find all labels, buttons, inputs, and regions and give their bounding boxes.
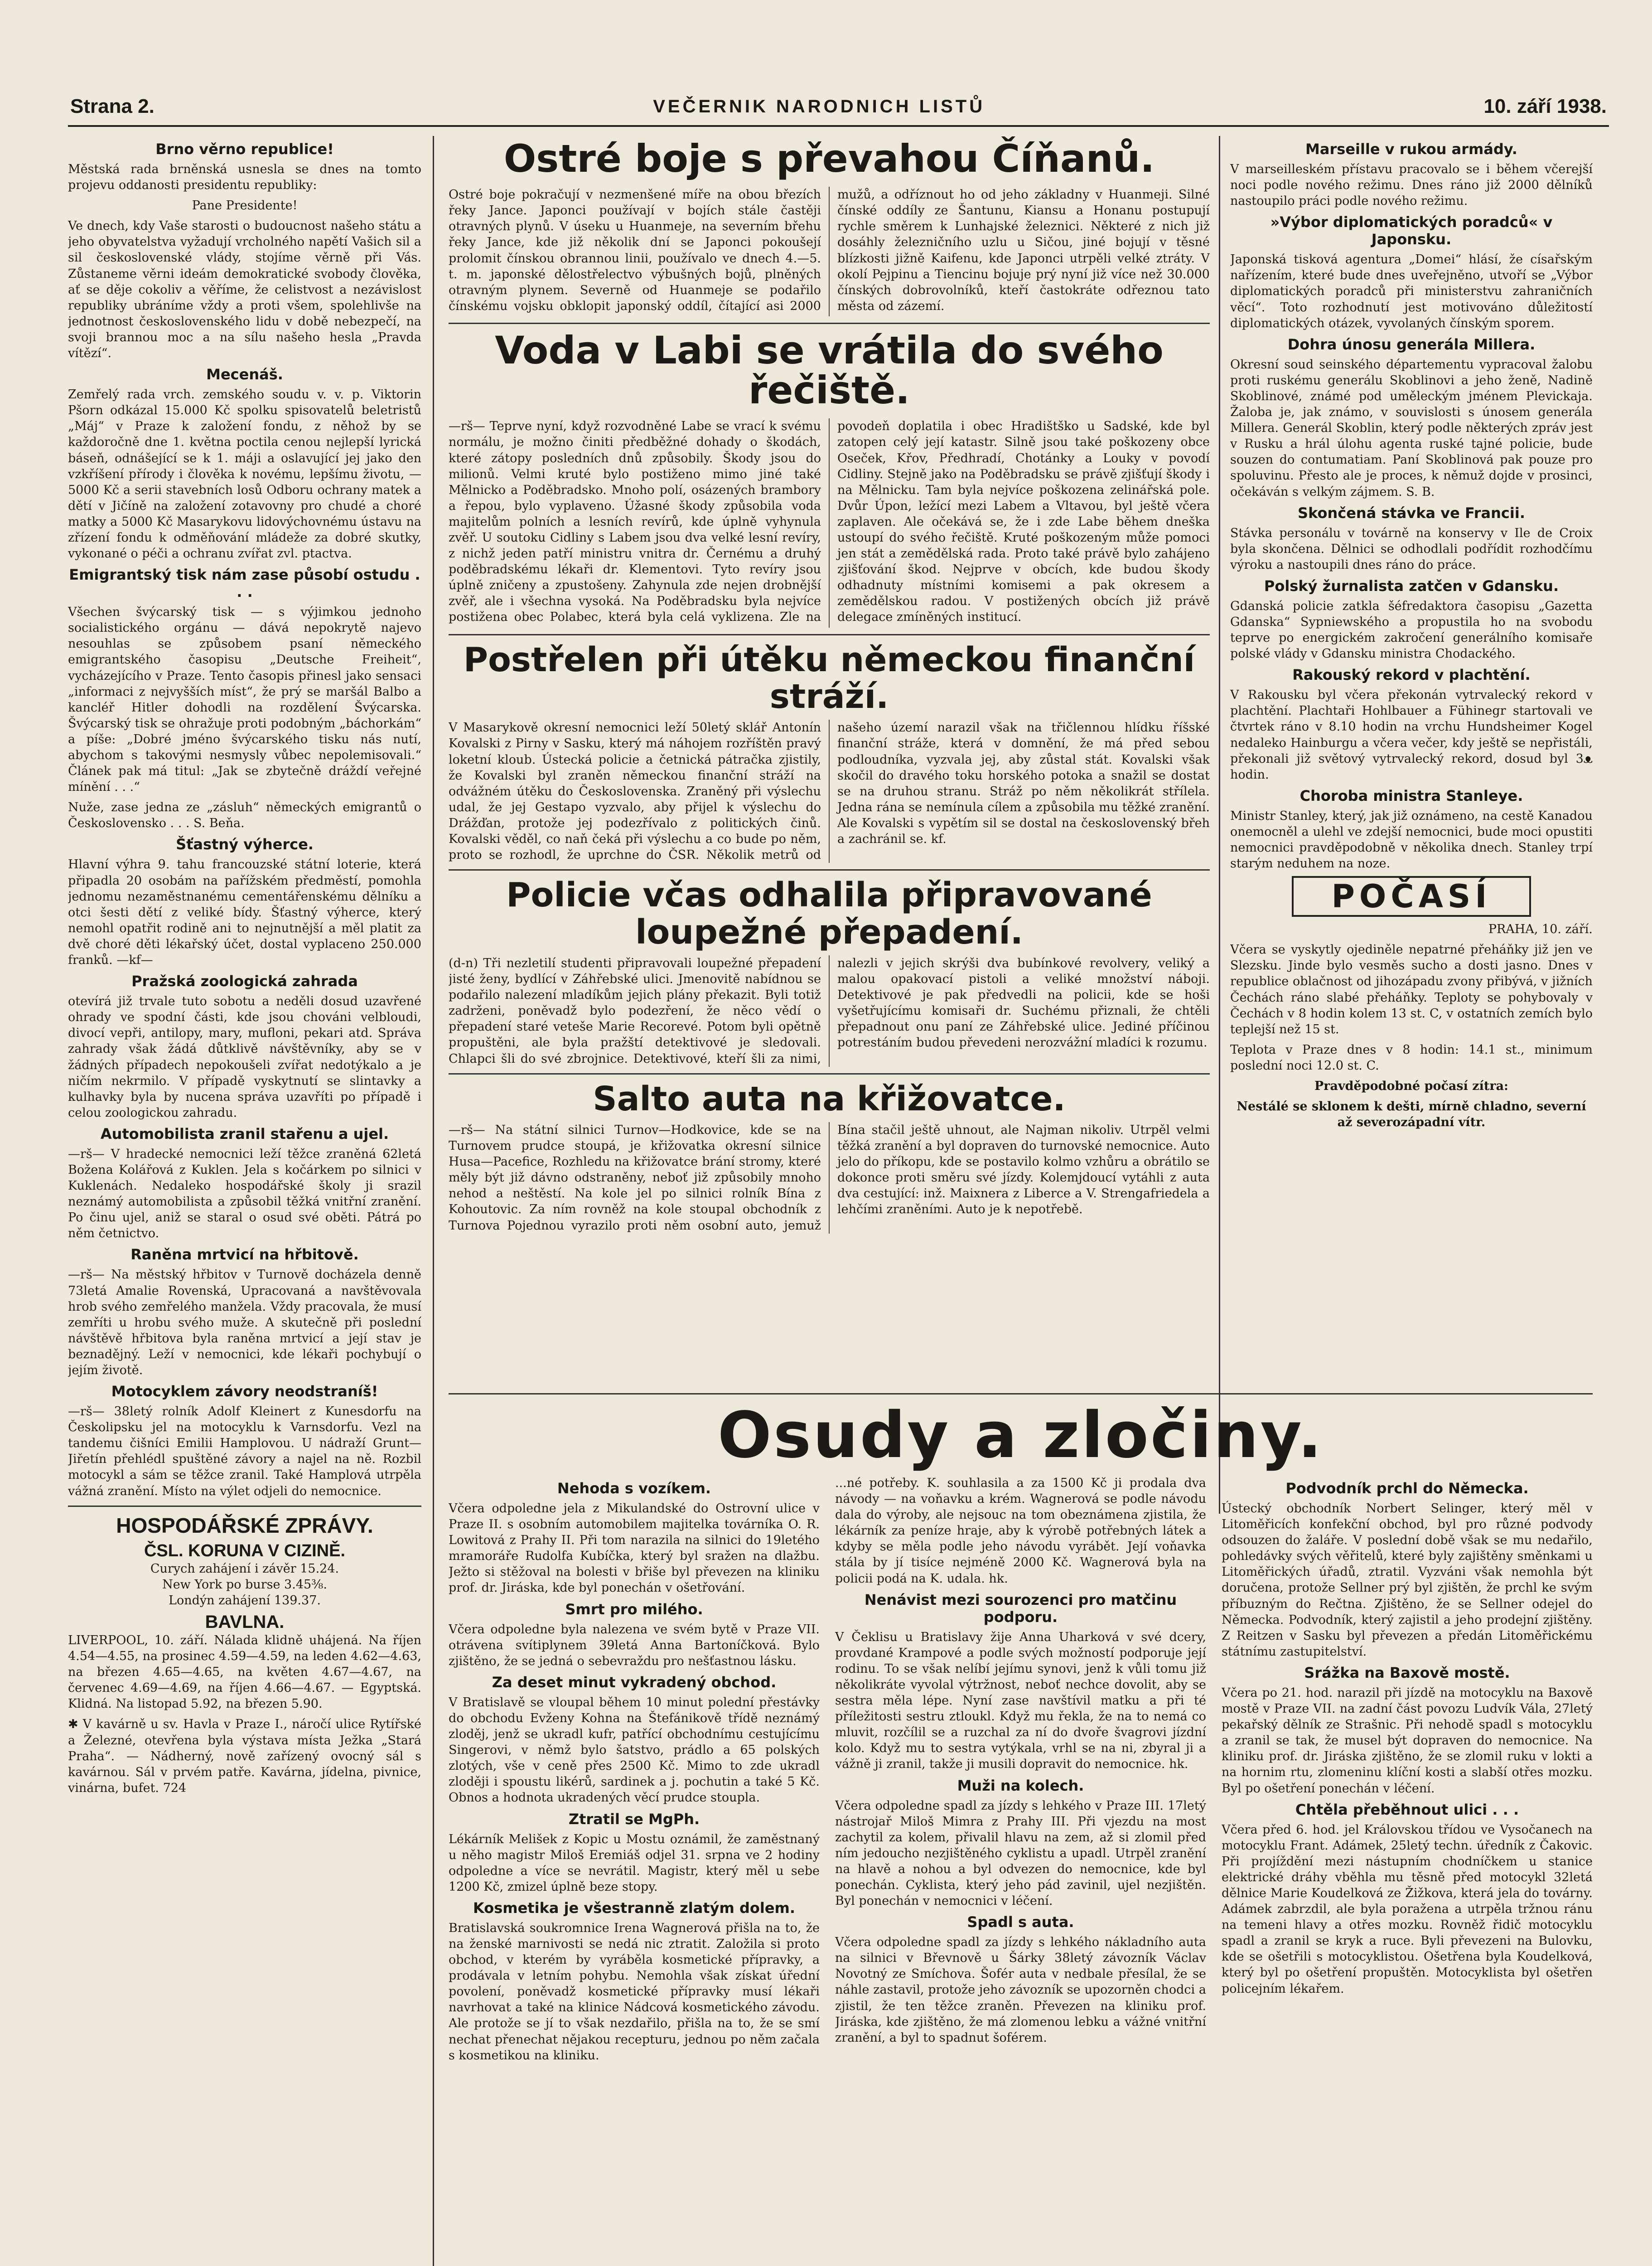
headline: Policie včas odhalila připravované loupežné přepadení. [506,876,1152,952]
article-lead: Městská rada brněnská usnesla se dnes na tomto projevu oddanosti presidentu republiky: [68,162,421,193]
article-title: Spadl s auta. [967,1913,1074,1931]
article-body: —rš— Na státní silnici Turnov—Hodkovice, kde se na Turnovem prudce stoupá, je křižovatka okresní silnice Husa—Pacefice, Rozhledu na křižovatce brání stromy, které měly být již dávno odstraněny, neboť již způsobily mnoho nehod a neštěstí. Na kole jel po silnici rolník Bína z Kohoutovic. Za ním rovněž na kole stoupal obchodník z Turnova Pojednou vyrazilo proti něm osobní auto, jemuž Bína stačil ještě uhnout, ale Najman nikoliv. Utrpěl velmi těžká zranění a byl dopraven do turnovské nemocnice. Auto jelo do příkopu, kde se postavilo kolmo vzhůru a obrátilo se dokonce proti směru své jízdy. Kolemjdoucí vytáhli z auta dva cestující: inž. Maixnera z Liberce a V. Strengafriedela a lehčími zraněními. Auto je k nepotřebě. [449,1123,1210,1233]
article-title: Nehoda s vozíkem. [557,1480,711,1497]
article-body: Ústecký obchodník Norbert Selinger, který měl v Litoměřicích konfekční obchod, byl pro různé podvody odsouzen do žaláře. V poslední době však se mu nedařilo, pohledávky svých věřitelů, které byly zajištěny směnkami u Litoměřických úřadů, ztratil. Vyzváni však nemohla být doručena, protože Sellner prý byl zjištěn, že prchl ke svým příbuzným do Rečtna. Zjištěno, že se Sellner odejel do Německa. Podvodník, který zajistil a jeho prodejní zjištěny. Z Reitzen v Sasku byl převezen a předán Litoměřickému státnímu zastupitelství. [1222,1501,1593,1659]
section-divider [449,1073,1210,1075]
article-body: Japonská tisková agentura „Domei“ hlásí, že císařským nařízením, které bude dnes uveřejněno, utvoří se „Výbor diplomatických poradců při ministerstvu zahraničních věcí“. Toto rozhodnutí jest motivováno důležitostí diplomatických otázek, vyvolaných čínským sporem. [1230,252,1593,330]
article-body: Ministr Stanley, který, jak již oznámeno, na cestě Kanadou onemocněl a ulehl ve zdejší nemocnici, bude moci opustiti nemocnici pravděpodobně v několika dnech. Stanley trpí starým neduhem na noze. [1230,809,1593,871]
column-rule-left [433,136,434,2266]
article-body: Včera před 6. hod. jel Královskou třídou ve Vysočanech na motocyklu Frant. Adámek, 25letý techn. úředník z Čakovic. Při projíždění mezi nástupním chodníčkem u stanice elektrické dráhy vběhla mu těsně před motocykl 32letá dělnice Marie Koudelková ze Žižkova, která jela do továrny. Adámek zabrzdil, ale byla poražena a utrpěla tržnou ránu na temeni hlavy a otřes mozku. Rovněž řidič motocyklu spadl a zranil se kryk a ruce. Byli převezeni na Bulovku, kde se ošetřili s motocyklistou. Ošetřena byla Koudelková, který byl po ošetření propuštěn. Motocyklista byl ošetřen policejním lékařem. [1222,1822,1593,1996]
article-title: Srážka na Baxově mostě. [1304,1664,1510,1681]
article-body [68,857,421,968]
weather-report: Včera se vyskytly ojediněle nepatrné přeháňky již jen ve Slezsku. Jinde bylo vesměs sucho a dosti jasno. Dnes v republice oblačnost od jihozápadu zvony přibývá, v jižních Čechách ráno slabé přeháňky. Teploty se pohybovaly v Čechách v 8 hodin kolem 13 st. C, v ostatních zemích bylo teplejší než 15 st. [1230,943,1593,1036]
article-title: Kosmetika je všestranně zlatým dolem. [473,1899,796,1917]
article-body [68,799,421,831]
article-text: Okresní soud seinského départementu vypracoval žalobu proti ruskému generálu Skoblinovi a jeho ženě, Nadině Skoblinové, známé pod uměleckým jménem Plevickaja. Žaloba je, jak známo, v souvislosti s únosem generála Millera. Generál Skoblin, který podle některých zpráv jest v Rusku a hrál úlohu agenta ruské tajné policie, bude souzen do contumatiam. Paní Skoblinová pak pouze pro spoluvinu. Přesto ale je proces, k němuž dojde v prosinci, očekáván s velkým zájmem. [1230,357,1593,499]
article-title: Pražská zoologická zahrada [131,973,358,990]
article-text: Hlavní výhra 9. tahu francouzské státní loterie, která připadla 20 osobám na pařížském předměstí, pomohla jednomu nezaměstnanému cementářenskému dělníku a otci šesti dětí z veliké bídy. Šťastný výherce, který nemohl opatřit rodině ani to nejnutnější a měl platit za dvě choré děti lékařský účet, dostal vyplaceno 250.000 franků. [68,857,421,968]
section-divider [449,634,1210,635]
article-body: Stávka personálu v továrně na konservy v Ile de Croix byla skončena. Dělnici se odhodlali podřídit rozhodčímu výroku a nastoupili dnes ráno do práce. [1230,526,1593,572]
article-body: (d-n) Tři nezletilí studenti připravovali loupežné přepadení jisté ženy, bydlící v Záhřebské ulici. Jmenovitě nabídnou se podařilo nalezení mladíkům jejich plány překazit. Byli totiž zadrženi, poněvadž bylo podezření, že něco vědí o přepadení staré veteše Marie Recorevé. Potom byli opětně propuštěni, ale byla pražští detektivové je sledovali. Chlapci šli do své zbrojnice. Detektivové, kteří šli za nimi, nalezli v jejich skrýši dva bubínkové revolvery, veliký a malou opakovací pistoli a veliké množství náboji. Detektivové je pak předvedli na policii, kde se hoši vyšetřujícímu komisaři dr. Suchému přiznali, že chtěli přepadnout onu paní ze Záhřebské ulice. Jediné příčinou potrestáním budou převedeni nerozvážní mladíci k rozumu. [449,956,1210,1066]
author-sign: S. Beňa. [193,816,245,831]
advert-text: ✱ V kavárně u sv. Havla v Praze I., náročí ulice Rytířské a Železné, otevřena byla výstava místa Ježka „Stará Praha“. — Nádherný, nově zařízený ovocný sál s kavárnou. Sál v prvém patře. Kavárna, jídelna, pivnice, vinárna, bufet. [68,1717,421,1795]
article-title: Podvodník prchl do Německa. [1285,1480,1529,1497]
headline: Voda v Labi se vrátila do svého řečiště. [495,328,1164,413]
article-body: Všechen švýcarský tisk — s výjimkou jednoho socialistického orgánu — dává nepokrytě najevo nesouhlas se způsobem psaní německého emigrantského časopisu „Deutsche Freiheit“, vycházejícího v Praze. Tento časopis přinesl jako sensaci „informaci z nejvyšších míst“, že prý se maršál Balbo a kancléř Hitler dohodli na rozdělení Švýcarska. Švýcarský tisk se ohražuje proti podobným „báchorkám“ a píše: „Dobré jméno švýcarského tisku nás nutí, abychom s takovými nesmysly vůbec nepolemisovali.“ Článek pak má titul: „Jak se zbytečně dráždí veřejné mínění . . .“ [68,605,421,794]
masthead: VEČERNIK NARODNICH LISTŮ [653,96,985,116]
crime-column-2 [835,1475,1206,2068]
weather-title: POČASÍ [1292,876,1531,917]
article-body: —rš— 38letý rolník Adolf Kleinert z Kunesdorfu na Českolipsku jel na motocyklu k Varnsdorfu. Vezl na tandemu čišníci Emilii Hamplovou. U nádraží Grunt—Jiřetín přehlédl spuštěné závory a najel na ně. Rozbil motocykl a sám se těžce zranil. Také Hamplová utrpěla vážná zranění. Místo na výlet odjeli do nemocnice. [68,1404,421,1498]
article-text: ...né potřeby. K. souhlasila a za 1500 Kč ji prodala dva návody — na voňavku a krém. Wagnerová se podle návodu dala do výroby, ale nejsouc na tom obeznámena zjistila, že lékárník za peníze hraje, aby k výrobě potřebných látek a kdyby se měla podle jeho návodu vyrábět. Její voňavka stála by jí tisíce nejméně 2000 Kč. Wagnerová byla na policii podá na K. udala. [835,1476,1206,1586]
article-title: Šťastný výherce. [176,836,314,853]
section-headline: Osudy a zločiny. [717,1399,1324,1472]
article-title: Nenávist mezi sourozenci pro matčinu podporu. [864,1591,1177,1626]
column-rule-right [1219,136,1220,1514]
article-title: Dohra únosu generála Millera. [1287,335,1536,353]
article-body [1230,357,1593,500]
article-body: Ostré boje pokračují v nezmenšené míře na obou březích řeky Jance. Japonci používají v bojích stále častěji otravných plynů. V úseku u Huanmeje, na severním břehu řeky Jance, kde již několik dní se Japonci pokoušejí prolomit čínskou obrannou linii, používalo ve dnech 4.—5. t. m. japonské dělostřelectvo výbušných bojů, plněných otravným plynem. Severně od Huanmeje se podařilo čínskému vojsku obklopit japonský oddíl, čítající asi 2000 mužů, a odříznout ho od jeho základny v Huanmeji. Silné čínské oddíly ze Šantunu, Kiansu a Honanu postupují rychle směrem k Lunhajské železnici. Některé z nich již dosáhly železničního uzlu u Sičou, jiné bojují v těsné blízkosti jižně Kaifenu, kde Japonci utrpěli velké ztráty. V okolí Pejpinu a Tiencinu bojuje prý nyní již více než 30.000 čínských dobrovolníků, kteří častokráte odřeznou tato města od zázemí. [449,188,1210,313]
article-title: Polský žurnalista zatčen v Gdansku. [1264,577,1559,595]
article-title: Rakouský rekord v plachtění. [1292,666,1531,684]
article-title: Skončená stávka ve Francii. [1298,504,1525,522]
section-divider [449,869,1210,871]
weather-place: PRAHA, 10. září. [1488,922,1593,937]
author-sign: hk. [989,1571,1008,1586]
article-body: Ve dnech, kdy Vaše starosti o budoucnost našeho státu a jeho obyvatelstva vyžadují vrcholného napětí Vašich sil a sil československé vlády, stojíme věrně při Vás. Zůstaneme věrni ideám demokratické svobody člověka, ať se děje cokoliv a věříme, že celistvost a nezávislost republiky ubráníme vždy a proti všem, spolehlivše na jednotnost československého lidu v době nebezpečí, na svoji brannou moc a na sílu našeho hesla „Pravda vítězí“. [68,219,421,361]
article-body: Gdanská policie zatkla šéfredaktora časopisu „Gazetta Gdanska“ Sypniewského a propustila ho na svobodu teprve po energickém zakročení generálního komisaře polské vlády v Gdansku ministra Chodackého. [1230,599,1593,661]
headline: Postřelen při útěku německou finanční stráží. [463,640,1195,716]
market-report: LIVERPOOL, 10. září. Nálada klidně uhájená. Na říjen 4.54—4.55, na prosinec 4.59—4.59, na leden 4.62—4.63, na březen 4.65—4.65, na květen 4.67—4.67, na červenec 4.69—4.69, na říjen 4.66—4.67. — Egyptská. Klidná. Na listopad 5.92, na březen 5.90. [68,1633,421,1711]
article-body [835,1629,1206,1772]
page-number: Strana 2. [70,95,155,117]
header-rule [68,125,1609,127]
article-title: Marseille v rukou armády. [1305,140,1517,158]
forecast-title: Pravděpodobné počasí zítra: [1314,1079,1509,1094]
crime-section [449,1387,1593,2266]
forecast-text: Nestálé se sklonem k dešti, mírně chladno, severní až severozápadní vítr. [1237,1099,1586,1130]
article-title: Muži na kolech. [957,1777,1084,1794]
headline: Ostré boje s převahou Číňanů. [503,136,1155,181]
weather-temps: Teplota v Praze dnes v 8 hodin: 14.1 st., minimum poslední noci 12.0 st. C. [1230,1042,1593,1073]
article-body: otevírá již trvale tuto sobotu a neděli dosud uzavřené ohrady ve spodní části, kde jsou chováni velbloudi, divocí vepři, antilopy, mary, mufloni, pekari atd. Správa zahrady však žádá důtklivě návštěvníky, aby se v žádných případech nepokoušeli zvířat nedotýkalo a je ničím nekrmilo. V případě vyskytnutí se slintavky a kulhavky byla by nucena správa uzavříti po případě i celou zoologickou zahradu. [68,994,421,1120]
author-sign: —kf— [116,953,153,968]
article-body: V Rakousku byl včera překonán vytrvalecký rekord v plachtění. Plachtaři Hohlbauer a Fühinegr startovali ve čtvrtek ráno v 8.10 hodin na vrchu Hundsheimer Kogel nedaleko Hainburgu a včera večer, kdy ještě se nepřistáli, překonali již světový vytrvalecký rekord, dosud byl 3ᴥ hodin. [1230,688,1593,782]
article-title: Choroba ministra Stanleye. [1299,787,1523,804]
page-header [70,93,1607,120]
advert [68,1716,421,1796]
article-body: Bratislavská soukromnice Irena Wagnerová přišla na to, že na ženské marnivosti se nedá nic ztratit. Založila si proto obchod, v kterém by vyráběla kosmetické přípravky, a prodávala v letním pohybu. Nemohla však získat úřední povolení, poněvadž kosmetické přípravky musí lékaři navrhovat a také na klinice Nádcová kosmetického závodu. Ale protože se jí to však nezdařilo, přišla na to, že se smí nechat přenechat nějakou recepturu, jednou po něm začala s kosmetikou na kliniku. [449,1921,820,2063]
issue-date: 10. září 1938. [1483,95,1607,117]
article-body: Včera po 21. hod. narazil při jízdě na motocyklu na Baxově mostě v Praze VII. na zadní část povozu Ludvík Vála, 27letý pekařský dělník ze Strašnic. Při nehodě spadl s motocyklu a zranil se tak, že musel být dopraven do nemocnice. Na kliniku prof. dr. Jiráska zjištěno, že se zlomil ruku v lokti a na hornim rtu, zlomeninu klíční kosti a slabší otřes mozku. Byl po ošetření ponechán v léčení. [1222,1685,1593,1796]
advert-code: 724 [163,1781,187,1795]
article-body: V marseilleském přístavu pracovalo se i během včerejší noci podle nového režimu. Dnes ráno již 2000 dělníků nastoupilo práci podle nového režimu. [1230,162,1593,208]
author-sign: hk. [1169,1757,1188,1772]
right-column [1230,136,1593,1369]
rate-line: Londýn zahájení 139.37. [169,1593,321,1608]
article-title: Raněna mrtvicí na hřbitově. [130,1246,359,1264]
article-title: Brno věrno republice! [155,140,334,158]
crime-column-1 [449,1475,820,2068]
article-body: Včera odpoledne spadl za jízdy s lehkého nákladního auta na silnici v Břevnově u Šárky 38letý závozník Václav Novotný ze Smíchova. Šofér auta v nedbale přesílal, že se náhle zastavil, protože jeho závozník se upozorněn chodci a zjistil, že ten těžce zraněn. Převezen na kliniku prof. Jiráska, kde zjištěno, že má zlomenou lebku a vážné vnitřní zranění, a byl to spadnut šoférem. [835,1935,1206,2045]
article-title: Mecenáš. [206,366,283,383]
article-body: Zemřelý rada vrch. zemského soudu v. v. p. Viktorin Pšorn odkázal 15.000 Kč spolku spisovatelů beletristů „Máj“ v Praze k založení fondu, z něhož by se každoročně dne 1. května poctila cenou nejlepší lyrická báseň, odnášející se k 1. máji a oslavující jej jako den vzkříšení přírody i člověka k novému, lepšímu životu, — 5000 Kč a serii stavebních losů Odboru ochrany matek a dětí v Jičíně na založení zotavovny pro chudé a choré matky a 5000 Kč Masarykovu lidovýchovnému ústavu na zřízení fondu k odměňování mládeže za dobré skutky, vykonané o péči a ochranu zvířat zvl. ptactva. [68,387,421,561]
section-divider [449,323,1210,324]
article-title: Ztratil se MgPh. [568,1810,700,1828]
article-body: —rš— V hradecké nemocnici leží těžce zraněná 62letá Božena Kolářová z Kuklen. Jela s kočárkem po silnici v Kuklenách. Nedaleko hospodářské školy ji srazil neznámý automobilista a způsobil těžká vnitřní zranění. Po činu ujel, aniž se staral o osud své oběti. Pátrá po něm četnictvo. [68,1147,421,1241]
article-body: —rš— Teprve nyní, když rozvodněné Labe se vrací k svému normálu, je možno činiti předběžné dohady o škodách, které zátopy posledních dnů způsobily. Škody jsou do milionů. Velmi kruté bylo postiženo mimo jiné také Mělnicko a Poděbradsko. Mnoho polí, osázených brambory a řepou, bylo vyplaveno. Úžasné škody způsobila voda majitelům polních a lesních revírů, kde úplně vyhynula zvěř. U soutoku Cidliny s Labem jsou dva velké lesní revíry, z nichž jeden patří ministru vnitra dr. Černému a druhý poděbradskému lékaři dr. Klementovi. Tyto revíry jsou úplně zničeny a zpustošeny. Zahynula zde nejen drobnější zvěř, ale i všechna vysoká. Na Poděbradsku byla nejvíce postižena obec Polabec, která byla celá vyklizena. Zle na povodeň doplatila i obec Hradištško u Sadské, kde byl zatopen celý její katastr. Silně jsou také poškozeny obce Oseček, Křov, Předhradí, Chotánky a Louky v povodí Cidliny. Stejně jako na Poděbradsku se právě zjišťují škody i na Mělnicku. Tam byla nejvíce poškozena zelinářská pole. Dvůr Úpon, ležící mezi Labem a Vltavou, byl ještě včera zaplaven. Ale očekává se, že i zde Labe během dneška ustoupí do svého řečiště. Kruté poškozeným může pomoci jen stát a zemědělská rada. Proto také právě bylo zahájeno zjišťování škod. Nejprve v obcích, kde budou škody odhadnuty místními komisemi a pak okresem a zemědělskou radou. V postižených obcích již právě delegace zmíněných institucí. [449,419,1210,625]
article-body: Lékárník Melišek z Kopic u Mostu oznámil, že zaměstnaný u něho magistr Miloš Eremiáš odjel 31. srpna ve 2 hodiny odpoledne a více se nevrátil. Magistr, který měl u sebe 1200 Kč, zmizel úplně beze stopy. [449,1832,820,1894]
crime-column-3 [1222,1475,1593,2068]
article-body: Včera odpoledne spadl za jízdy s lehkého v Praze III. 17letý nástrojař Miloš Mimra z Prahy III. Při vjezdu na most zachytil za kolem, přivalil hlavu na zem, až si zlomil před ním jedoucho nezjištěného cyklistu a upadl. Utrpěl zranění na hlavě a nohou a byl odvezen do nemocnice, kde byl ponechán. Cyklista, který jeho pád zavinil, ujel nezjištěn. Byl ponechán v nemocnici v léčení. [835,1798,1206,1908]
headline: Salto auta na křižovatce. [593,1079,1066,1118]
article-body: Včera odpoledne jela z Mikulandské do Ostrovní ulice v Praze II. s osobním automobilem majitelka továrníka O. R. Lowitová z Prahy II. Při tom narazila na silnici do 19letého mramoráře Rudolfa Kubíčka, který byl sražen na dlažbu. Ježto si stěžoval na bolesti v břiše byl převezen na kliniku prof. dr. Jiráska, kde byl ponechán v ošetřování. [449,1501,820,1595]
article-title: »Výbor diplomatických poradců« v Japonsku. [1270,213,1553,248]
section-subtitle: ČSL. KORUNA V CIZINĚ. [144,1541,346,1560]
author-sign: S. B. [1406,484,1435,499]
article-body [449,720,1210,863]
article-body: V Bratislavě se vloupal během 10 minut polední přestávky do obchodu Evženy Kohna na Štefánikově třídě neznámý zloděj, jenž se ukradl kufr, patřící obchodnímu cestujícímu Singerovi, v němž bylo šatstvo, prádlo a 65 polských zlotých, vše v ceně přes 2500 Kč. Mimo to zde ukradl zloději i spoustu likérů, sardinek a j. pochutin a také 5 Kč. Obnos a hodnota ukradených věcí prudce stoupla. [449,1695,820,1805]
article-title: Za deset minut vykradený obchod. [492,1673,777,1691]
section-divider [68,1506,421,1507]
rate-line: Curych zahájení i závěr 15.24. [150,1561,339,1576]
article-title: Automobilista zranil stařenu a ujel. [100,1125,389,1143]
article-title: Motocyklem závory neodstraníš! [111,1383,378,1400]
article-body: Včera odpoledne byla nalezena ve svém bytě v Praze VII. otrávena svítiplynem 39letá Anna Bartoníčková. Bylo zjištěno, že se jedná o sebevraždu pro nešťastnou lásku. [449,1622,820,1668]
author-sign: kf. [931,832,947,846]
article-title: Chtěla přeběhnout ulici . . . [1295,1801,1519,1818]
article-text: V Čeklisu u Bratislavy žije Anna Uharková v své dcery, provdané Krampové a podle svých možností podporuje její rodinu. To se však nelíbí jejímu synovi, jenž k vůli tomu již několikráte vyvolal výtržnost, neboť nechce dovolit, aby se sestra měla lépe. Nyní zase navštívil matku a při té příležitosti sestru ztloukl. Když mu řekla, že na to nemá co mluvit, rozčílil se a ruzchal za ní do dvoře švagrovi jízdní kolo. Když mu to sestra vytýkala, vrhl se na ni, zbyral ji a vážně ji zranil, takže ji musili dopravit do nemocnice. [835,1630,1206,1772]
section-subtitle: BAVLNA. [205,1612,285,1632]
rate-line: New York po burse 3.45⅜. [162,1577,327,1592]
article-title: Emigrantský tisk nám zase působí ostudu . . . [69,566,420,601]
section-divider [449,1393,1593,1394]
article-text: Nuže, zase jedna ze „zásluh“ německých emigrantů o Československo . . . [68,800,421,831]
section-title: HOSPODÁŘSKÉ ZPRÁVY. [116,1513,373,1537]
article-body: —rš— Na městský hřbitov v Turnově docházela denně 73letá Amalie Rovenská, Upracovaná a navštěvovala hrob svého zemřelého manžela. Vždy pracovala, že musí zemříti u hrobu svého muže. A skutečně při poslední návštěvě hřbitova byla raněna mrtvicí a její stav je beznadějný. Leží v nemocnici, kde lékaři pochybují o jejím životě. [68,1268,421,1377]
article-title: Smrt pro milého. [565,1600,703,1618]
article-text: V Masarykově okresní nemocnici leží 50letý sklář Antonín Kovalski z Pirny v Sasku, který má náhojem rozříštěn pravý loketní kloub. Ústecká policie a četnická pátračka zjistily, že Kovalski byl zraněn německou finanční stráží na odvážném útěku do Československa. Zraněný při výslechu udal, že jej Gestapo vyzvalo, aby přijel k výslechu do Drážďan, protože jej podezřívalo z politických činů. Kovalski věděl, co naň čeká při výslechu a co bude po něm, proto se rozhodl, že uprchne do ČSR. Několik metrů od našeho území narazil však na třičlennou hlídku říšské finanční stráže, která v domnění, že má před sebou podloudníka, vyzvala jej, aby zůstal stát. Kovalski však skočil do dravého toku horského potoka a snažil se dostat se na druhou stranu. Stráž po něm několikrát střílela. Jedna rána se nemínula cílem a způsobila mu těžké zranění. Ale Kovalski s vypětím sil se dostal na československý břeh a zachránil se. [449,721,1210,862]
salutation: Pane Presidente! [192,199,298,213]
article-body [835,1475,1206,1587]
left-column [68,136,421,1801]
